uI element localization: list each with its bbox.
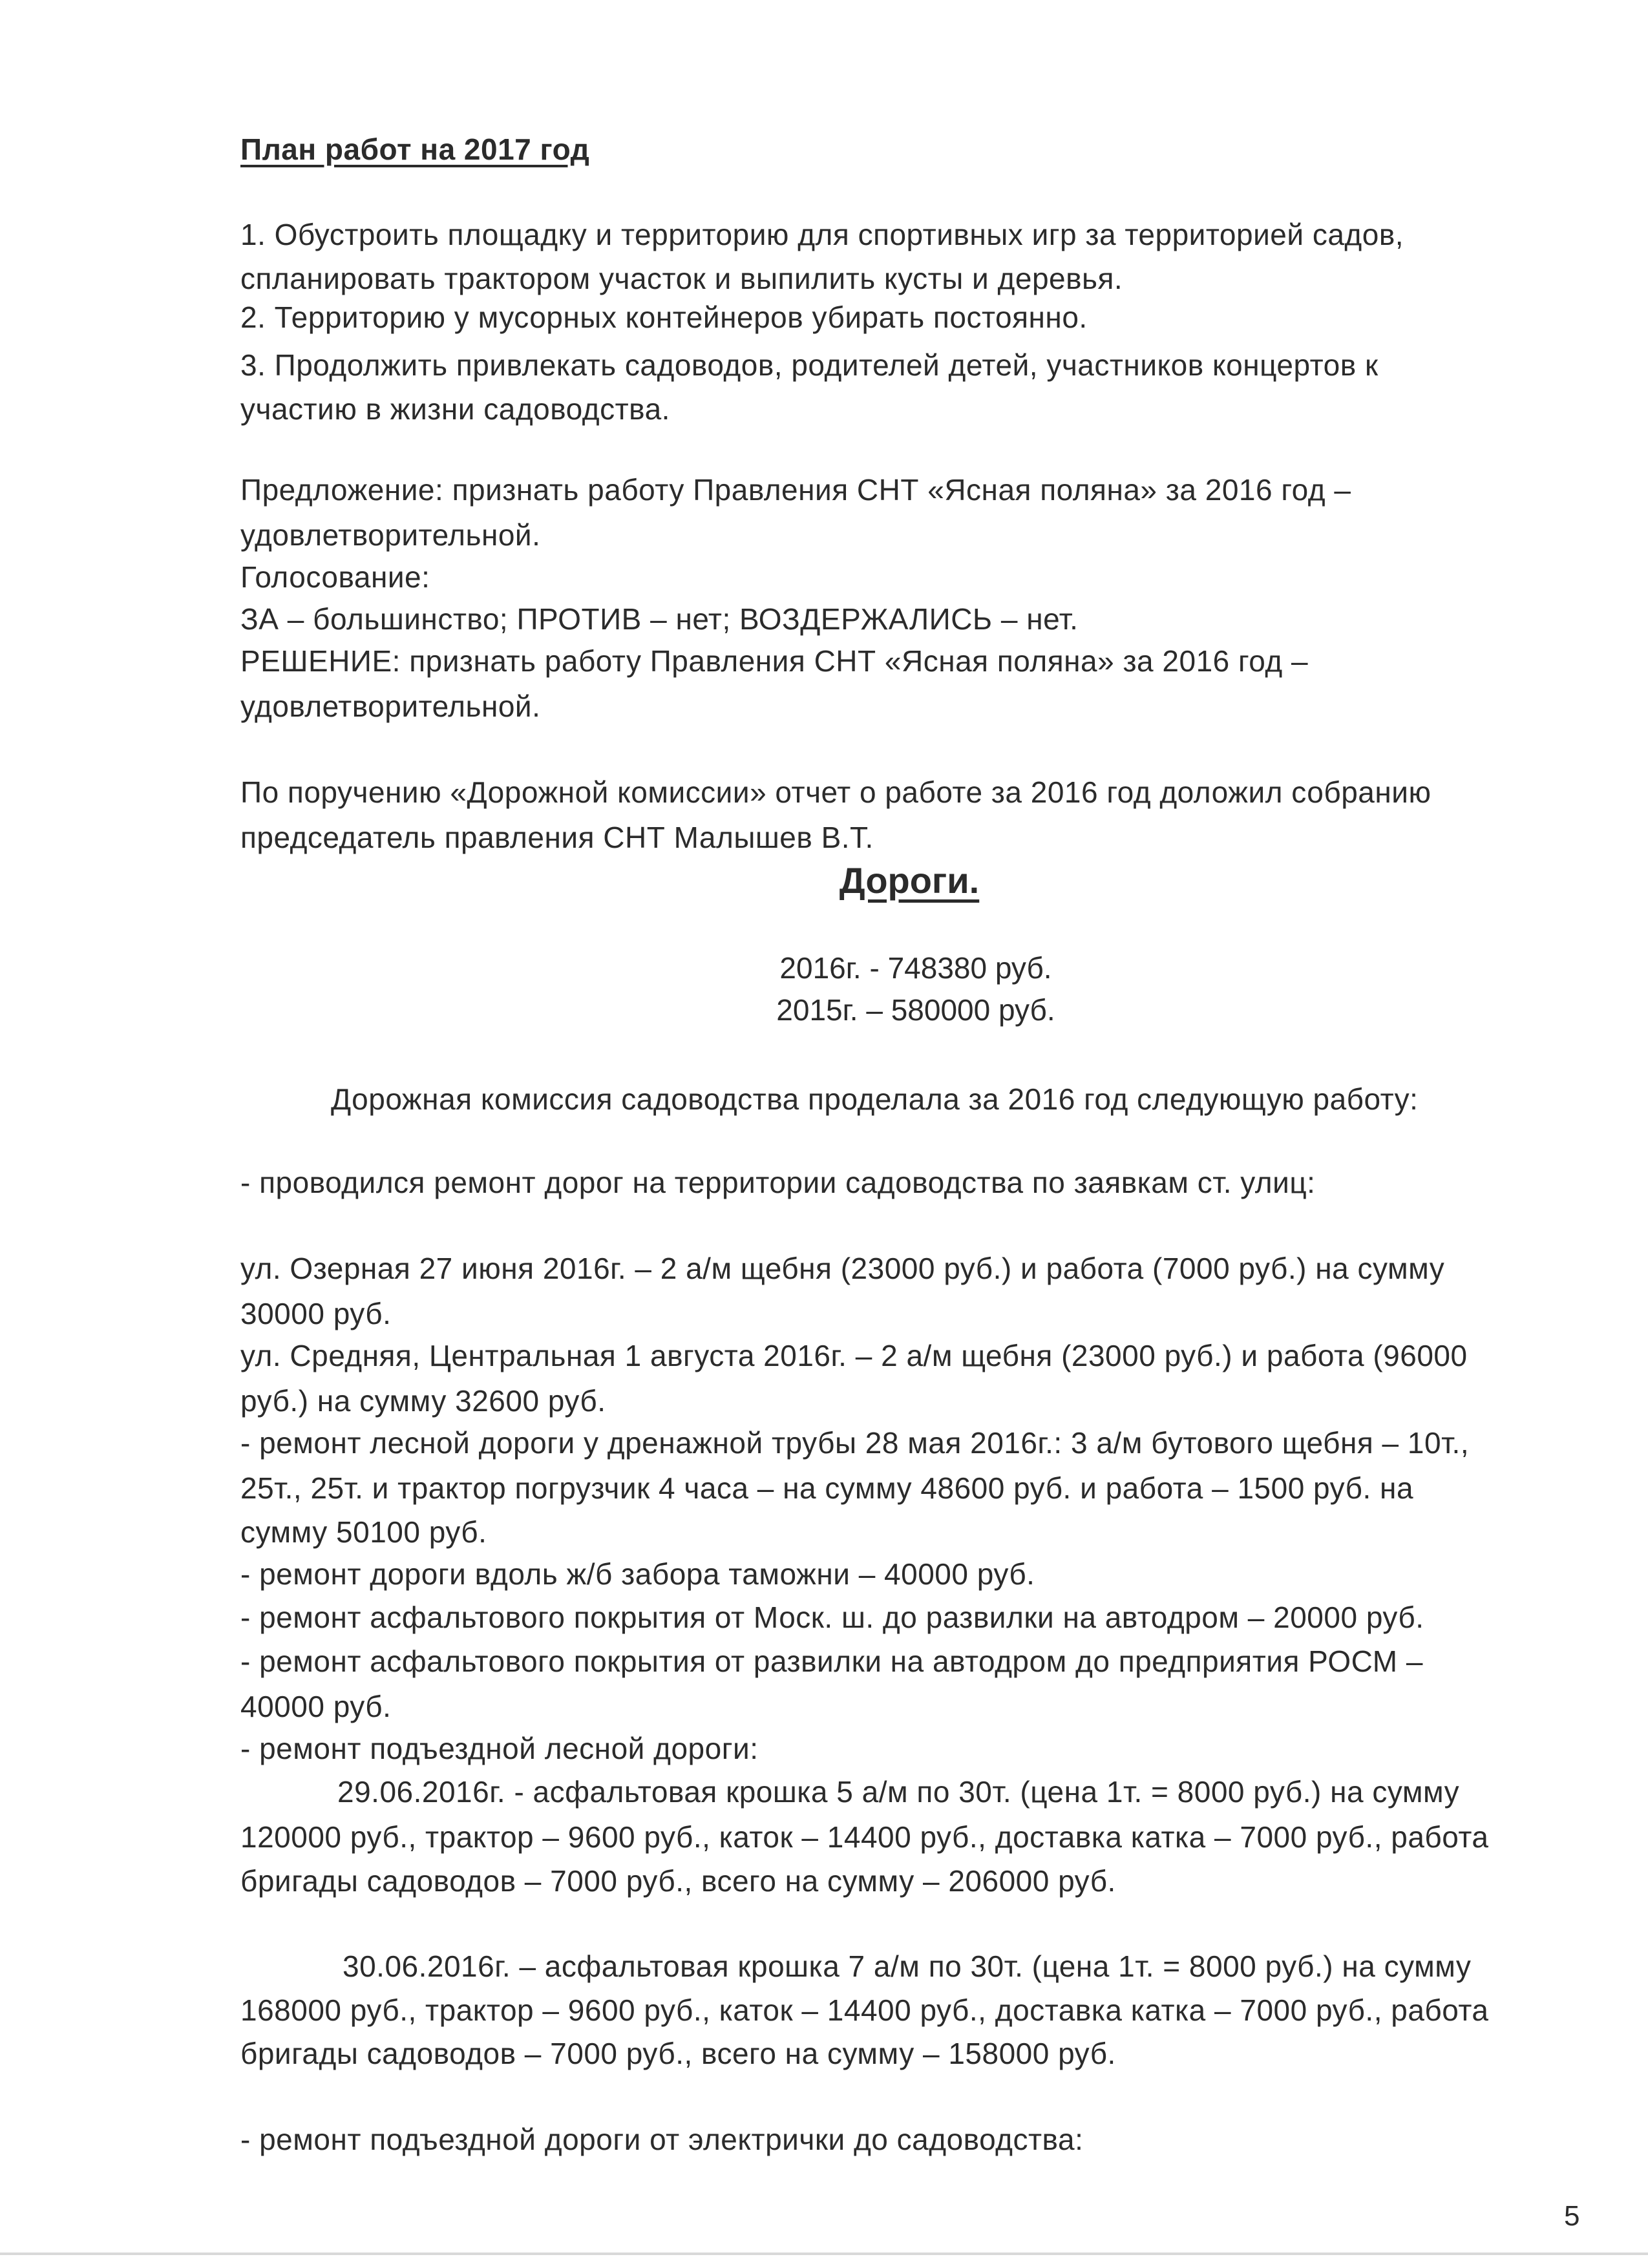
roads-title: Дороги. (839, 860, 980, 901)
plan-item-line: участию в жизни садоводства. (240, 392, 670, 426)
roads-work-line: 30000 руб. (240, 1297, 392, 1330)
roads-work-line: - ремонт подъездной лесной дороги: (240, 1732, 759, 1765)
roads-work-line: - ремонт асфальтового покрытия от развилки на автодром до предприятия РОСМ – (240, 1644, 1423, 1678)
roads-work-line: 40000 руб. (240, 1690, 392, 1723)
roads-work-line: - ремонт лесной дороги у дренажной трубы 28 мая 2016г.: 3 а/м бутового щебня – 10т., (240, 1426, 1470, 1460)
report-line: По поручению «Дорожной комиссии» отчет о работе за 2016 год доложил собранию (240, 775, 1431, 809)
roads-work-line: ул. Средняя, Центральная 1 августа 2016г. – 2 а/м щебня (23000 руб.) и работа (96000 (240, 1339, 1468, 1372)
roads-work-line: - ремонт дороги вдоль ж/б забора таможни – 40000 руб. (240, 1557, 1035, 1591)
plan-item-line: 1. Обустроить площадку и территорию для спортивных игр за территорией садов, (240, 218, 1404, 251)
voting-label: Голосование: (240, 560, 430, 594)
roads-work-line: 29.06.2016г. - асфальтовая крошка 5 а/м по 30т. (цена 1т. = 8000 руб.) на сумму (337, 1775, 1460, 1809)
decision-line: РЕШЕНИЕ: признать работу Правления СНТ «Ясная поляна» за 2016 год – (240, 644, 1309, 678)
roads-work-line: - проводился ремонт дорог на территории садоводства по заявкам ст. улиц: (240, 1166, 1316, 1199)
proposal-line: удовлетворительной. (240, 518, 541, 552)
page-number: 5 (1564, 2200, 1580, 2232)
roads-work-line: сумму 50100 руб. (240, 1515, 487, 1549)
roads-work-line: 30.06.2016г. – асфальтовая крошка 7 а/м по 30т. (цена 1т. = 8000 руб.) на сумму (343, 1949, 1472, 1983)
plan-item-line: 3. Продолжить привлекать садоводов, родителей детей, участников концертов к (240, 348, 1379, 382)
roads-work-line: ул. Озерная 27 июня 2016г. – 2 а/м щебня (23000 руб.) и работа (7000 руб.) на сумму (240, 1252, 1445, 1285)
roads-work-line: - ремонт асфальтового покрытия от Моск. ш. до развилки на автодром – 20000 руб. (240, 1601, 1424, 1634)
roads-intro: Дорожная комиссия садоводства проделала за 2016 год следующую работу: (331, 1082, 1419, 1116)
roads-total-2016: 2016г. - 748380 руб. (779, 951, 1052, 985)
scan-edge-divider (0, 2252, 1648, 2255)
roads-work-line: руб.) на сумму 32600 руб. (240, 1384, 606, 1418)
plan-item-line: спланировать трактором участок и выпилить кусты и деревья. (240, 262, 1123, 295)
voting-result: ЗА – большинство; ПРОТИВ – нет; ВОЗДЕРЖАЛИСЬ – нет. (240, 602, 1079, 636)
roads-total-2015: 2015г. – 580000 руб. (776, 993, 1055, 1027)
plan-item-line: 2. Территорию у мусорных контейнеров убирать постоянно. (240, 300, 1088, 334)
roads-work-line: бригады садоводов – 7000 руб., всего на сумму – 158000 руб. (240, 2037, 1116, 2070)
report-line: председатель правления СНТ Малышев В.Т. (240, 821, 874, 854)
decision-line: удовлетворительной. (240, 689, 541, 723)
plan-heading: План работ на 2017 год (240, 132, 590, 166)
proposal-line: Предложение: признать работу Правления СНТ «Ясная поляна» за 2016 год – (240, 473, 1351, 507)
roads-work-line: бригады садоводов – 7000 руб., всего на сумму – 206000 руб. (240, 1864, 1116, 1898)
roads-work-line: 168000 руб., трактор – 9600 руб., каток – 14400 руб., доставка катка – 7000 руб., работа (240, 1993, 1489, 2027)
roads-work-line: - ремонт подъездной дороги от электрички до садоводства: (240, 2123, 1084, 2156)
roads-work-line: 120000 руб., трактор – 9600 руб., каток – 14400 руб., доставка катка – 7000 руб., работа (240, 1820, 1489, 1854)
roads-work-line: 25т., 25т. и трактор погрузчик 4 часа – на сумму 48600 руб. и работа – 1500 руб. на (240, 1471, 1414, 1505)
